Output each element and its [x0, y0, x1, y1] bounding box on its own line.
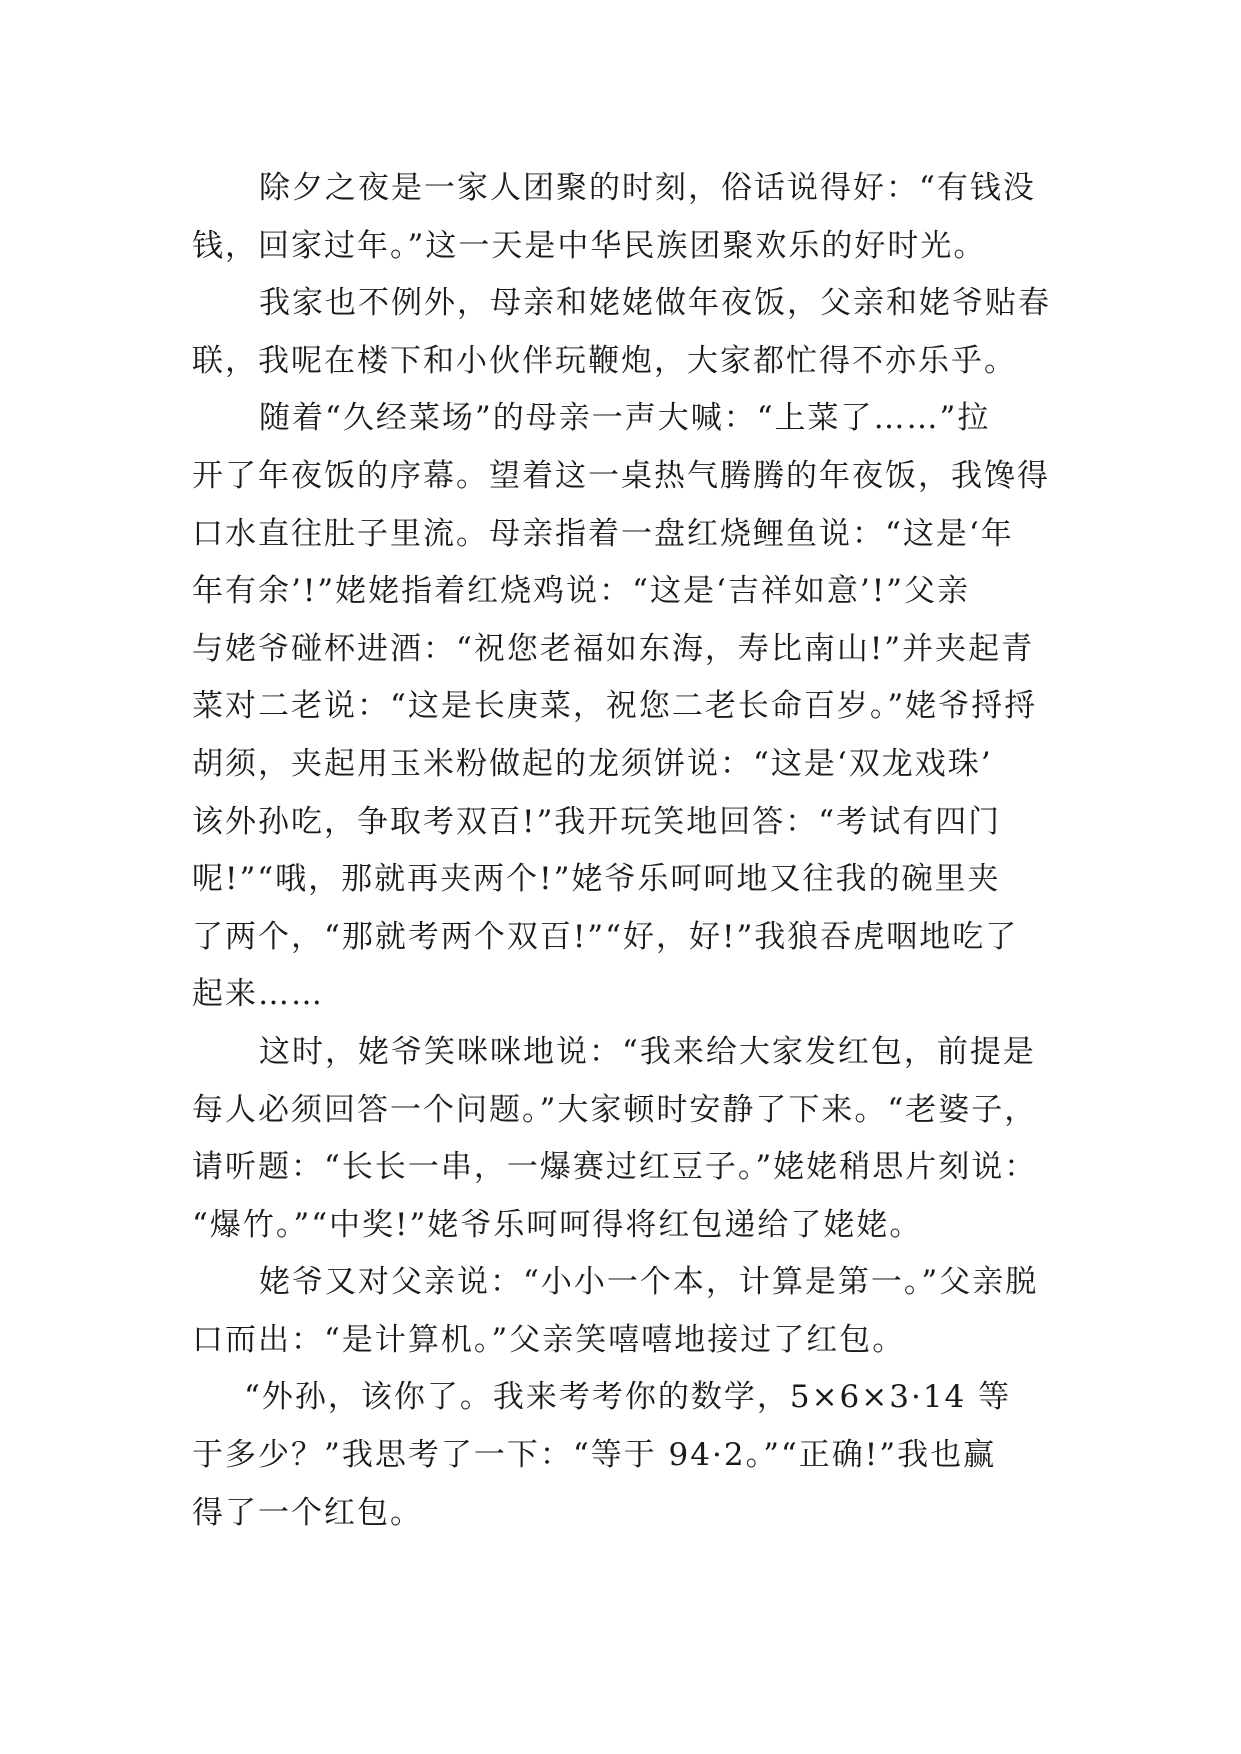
- paragraph-2: [192, 275, 1054, 390]
- text-line: 胡须，夹起用玉米粉做起的龙须饼说：“这是‘双龙戏珠’: [192, 745, 993, 782]
- text-line: 年有余’!”姥姥指着红烧鸡说：“这是‘吉祥如意’!”父亲: [192, 573, 971, 610]
- paragraph-4: [192, 1024, 1054, 1254]
- text-line: 开了年夜饭的序幕。望着这一桌热气腾腾的年夜饭，我馋得: [192, 457, 1050, 494]
- text-line: 菜对二老说：“这是长庚菜，祝您二老长命百岁。”姥爷捋捋: [192, 688, 1038, 725]
- text-line: “爆竹。”“中奖!”姥爷乐呵呵得将红包递给了姥姥。: [192, 1206, 923, 1243]
- paragraph-1: [192, 160, 1054, 275]
- paragraph-3: [192, 390, 1054, 1024]
- text-line: 呢!”“哦，那就再夹两个!”姥爷乐呵呵地又往我的碗里夹: [192, 861, 1001, 898]
- text-line: 姥爷又对父亲说：“小小一个本，计算是第一。”父亲脱: [259, 1264, 1039, 1301]
- text-line: 于多少？”我思考了一下：“等于 94·2。”“正确!”我也赢: [192, 1437, 997, 1474]
- text-line: 我家也不例外，母亲和姥姥做年夜饭，父亲和姥爷贴春: [259, 285, 1051, 322]
- text-line: 除夕之夜是一家人团聚的时刻，俗话说得好：“有钱没: [259, 170, 1036, 206]
- text-line: 得了一个红包。: [192, 1494, 423, 1531]
- text-line: 钱，回家过年。”这一天是中华民族团聚欢乐的好时光。: [192, 227, 987, 264]
- text-line: 口而出：“是计算机。”父亲笑嘻嘻地接过了红包。: [192, 1321, 906, 1358]
- text-line: 每人必须回答一个问题。”大家顿时安静了下来。“老婆子，: [192, 1091, 1038, 1128]
- text-line: 这时，姥爷笑咪咪地说：“我来给大家发红包，前提是: [259, 1033, 1036, 1070]
- text-line: 了两个，“那就考两个双百!”“好，好!”我狼吞虎咽地吃了: [192, 918, 1019, 955]
- paragraph-5: [192, 1254, 1054, 1369]
- text-line: 与姥爷碰杯进酒：“祝您老福如东海，寿比南山!”并夹起青: [192, 630, 1035, 667]
- text-line: 该外孙吃，争取考双百!”我开玩笑地回答：“考试有四门: [192, 803, 1002, 840]
- text-line: 随着“久经菜场”的母亲一声大喊：“上菜了……”拉: [259, 400, 991, 437]
- text-line: 请听题：“长长一串，一爆赛过红豆子。”姥姥稍思片刻说：: [192, 1149, 1038, 1186]
- paragraph-6: [192, 1369, 1054, 1542]
- text-line: 口水直往肚子里流。母亲指着一盘红烧鲤鱼说：“这是‘年: [192, 515, 1014, 552]
- text-line: “外孙，该你了。我来考考你的数学，5×6×3·14 等: [244, 1379, 1012, 1416]
- text-line: 联，我呢在楼下和小伙伴玩鞭炮，大家都忙得不亦乐乎。: [192, 342, 1017, 379]
- document-body: [192, 160, 1054, 1542]
- text-line: 起来……: [192, 976, 324, 1013]
